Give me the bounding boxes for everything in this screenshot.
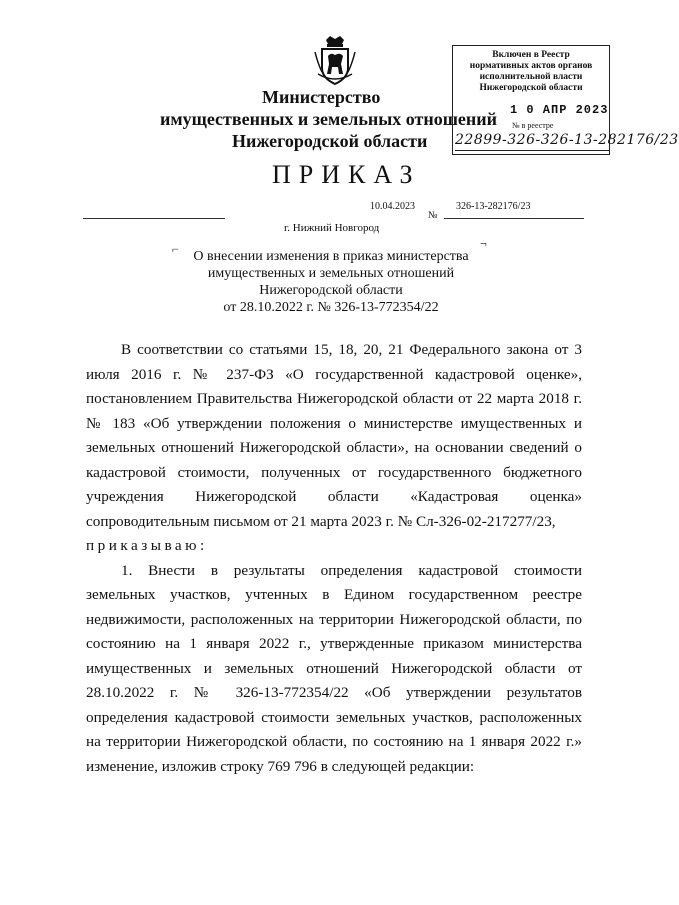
stamp-line3: исполнительной власти <box>479 72 583 82</box>
stamp-line2: нормативных актов органов <box>469 61 593 71</box>
ministry-name-line2: имущественных и земельных отношений <box>160 109 498 129</box>
order-number: 326-13-282176/23 <box>456 201 531 212</box>
preamble-paragraph: В соответствии со статьями 15, 18, 20, 21 Федерального закона от 3 июля 2016 г. № 237-ФЗ «О государственной кадастровой оценке», постановлением Правительства Нижегородской области от 22 марта 2018 г. № 183 «Об утверждении положения о министерстве имущественных и земельных отношений Нижегородской области», на основании сведений о кадастровой стоимости, полученных от государственного бюджетного учреждения Нижегородской области «Кадастровая оценка» сопроводительным письмом от 21 марта 2023 г. № Сл-326-02-217277/23, <box>86 341 582 530</box>
corner-mark-left: ⌐ <box>172 242 179 256</box>
subject-line1: О внесении изменения в приказ министерства <box>193 249 469 264</box>
document-body <box>86 338 582 779</box>
coat-of-arms-icon <box>313 34 357 86</box>
document-title: ПРИКАЗ <box>272 160 421 189</box>
order-subject <box>170 248 492 316</box>
subject-line2: имущественных и земельных отношений <box>207 266 455 281</box>
ministry-name-line1: Министерство <box>262 87 381 107</box>
subject-line4: от 28.10.2022 г. № 326-13-772354/22 <box>223 300 439 315</box>
number-sign: № <box>428 210 438 221</box>
subject-line3: Нижегородской области <box>259 283 403 298</box>
ministry-name-line3: Нижегородской области <box>232 131 428 151</box>
stamp-registry-label: № в реестре <box>512 121 554 130</box>
stamp-date: 1 0 АПР 2023 <box>510 103 609 117</box>
stamp-registry-number: 22899-326-326-13-282176/23 <box>455 132 679 148</box>
order-date: 10.04.2023 <box>370 201 415 212</box>
number-underline <box>444 218 584 219</box>
corner-mark-right: ¬ <box>480 236 487 250</box>
stamp-line4: Нижегородской области <box>479 83 583 93</box>
order-word: приказываю: <box>86 537 208 554</box>
clause-1-paragraph: 1. Внести в результаты определения кадастровой стоимости земельных участков, учтенных в Едином государственном реестре недвижимости, расположенных на территории Нижегородской области, по состоянию на 1 января 2022 г., утвержденные приказом министерства имущественных и земельных отношений Нижегородской области от 28.10.2022 г. № 326-13-772354/22 «Об утверждении результатов определения кадастровой стоимости земельных участков, расположенных на территории Нижегородской области, по состоянию на 1 января 2022 г.» изменение, изложив строку 769 796 в следующей редакции: <box>86 561 582 775</box>
date-underline <box>83 218 225 219</box>
stamp-line1: Включен в Реестр <box>492 50 570 60</box>
city: г. Нижний Новгород <box>284 222 380 234</box>
stamp-underline <box>455 150 610 151</box>
